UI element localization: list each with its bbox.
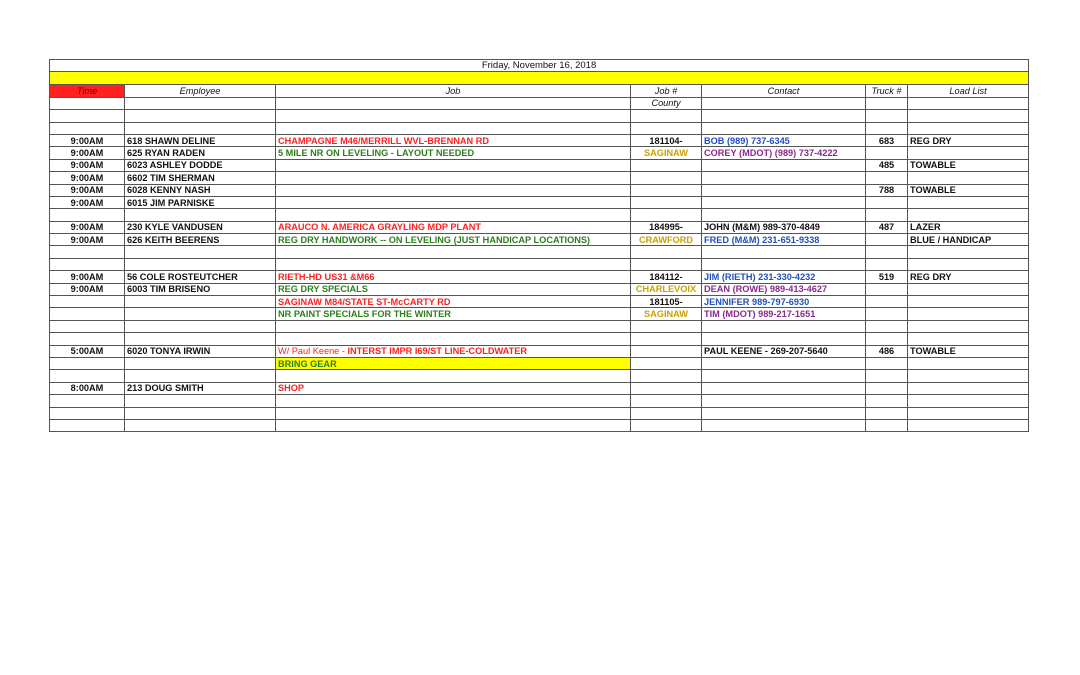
cell-employee [125, 370, 276, 382]
cell-jobnum [631, 370, 702, 382]
cell-employee: 6602 TIM SHERMAN [125, 172, 276, 184]
table-row [50, 296, 1029, 308]
table-row [50, 122, 1029, 134]
table-row [50, 308, 1029, 320]
cell-employee: 6015 JIM PARNISKE [125, 196, 276, 208]
cell-employee [125, 296, 276, 308]
cell-jobnum [631, 357, 702, 369]
cell-load [908, 122, 1029, 134]
cell-load: REG DRY [908, 271, 1029, 283]
cell-time [50, 320, 125, 332]
cell-load [908, 333, 1029, 345]
cell-job: CHAMPAGNE M46/MERRILL WVL-BRENNAN RD [276, 134, 631, 146]
cell-truck: 788 [866, 184, 908, 196]
cell-load [908, 172, 1029, 184]
page-title: Friday, November 16, 2018 [50, 60, 1029, 72]
cell-time: 9:00AM [50, 134, 125, 146]
cell-contact: PAUL KEENE - 269-207-5640 [702, 345, 866, 357]
cell-jobnum [631, 246, 702, 258]
cell-load [908, 320, 1029, 332]
cell-job [276, 122, 631, 134]
cell-job [276, 258, 631, 270]
cell-truck [866, 320, 908, 332]
cell-jobnum: 184112- [631, 271, 702, 283]
cell-truck [866, 395, 908, 407]
cell-jobnum [631, 258, 702, 270]
cell-jobnum [631, 320, 702, 332]
cell-load [908, 357, 1029, 369]
cell-time: 5:00AM [50, 345, 125, 357]
cell-jobnum [631, 196, 702, 208]
cell-jobnum [631, 345, 702, 357]
cell-contact [702, 246, 866, 258]
cell-job [276, 172, 631, 184]
cell-job [276, 159, 631, 171]
cell-job [276, 246, 631, 258]
cell-contact [702, 159, 866, 171]
cell-jobnum [631, 184, 702, 196]
cell-load: BLUE / HANDICAP [908, 234, 1029, 246]
cell-truck [866, 419, 908, 431]
header-truck: Truck # [866, 85, 908, 97]
cell-load [908, 209, 1029, 221]
cell-employee: 6003 TIM BRISENO [125, 283, 276, 295]
cell-jobnum [631, 419, 702, 431]
table-row [50, 419, 1029, 431]
table-row [50, 246, 1029, 258]
cell-time: 9:00AM [50, 283, 125, 295]
cell-job [276, 407, 631, 419]
cell-employee: 6023 ASHLEY DODDE [125, 159, 276, 171]
cell-jobnum: 181104- [631, 134, 702, 146]
cell-job: SHOP [276, 382, 631, 394]
cell-contact [702, 196, 866, 208]
cell-truck: 486 [866, 345, 908, 357]
cell-employee [125, 209, 276, 221]
cell-job: ARAUCO N. AMERICA GRAYLING MDP PLANT [276, 221, 631, 233]
cell-contact [702, 320, 866, 332]
cell-time: 9:00AM [50, 172, 125, 184]
cell-job [276, 345, 631, 357]
cell-contact [702, 110, 866, 122]
title-row [50, 60, 1029, 72]
cell-contact: FRED (M&M) 231-651-9338 [702, 234, 866, 246]
cell-contact [702, 370, 866, 382]
cell-contact [702, 209, 866, 221]
cell-load: TOWABLE [908, 345, 1029, 357]
cell-truck [866, 333, 908, 345]
cell-jobnum [631, 122, 702, 134]
cell-job [276, 395, 631, 407]
cell-employee: 56 COLE ROSTEUTCHER [125, 271, 276, 283]
cell-job: 5 MILE NR ON LEVELING - LAYOUT NEEDED [276, 147, 631, 159]
cell-time: 9:00AM [50, 184, 125, 196]
cell-employee: 230 KYLE VANDUSEN [125, 221, 276, 233]
table-row [50, 258, 1029, 270]
cell-employee [125, 308, 276, 320]
cell-jobnum: CHARLEVOIX [631, 283, 702, 295]
cell-jobnum [631, 159, 702, 171]
cell-time: 8:00AM [50, 382, 125, 394]
cell-job: NR PAINT SPECIALS FOR THE WINTER [276, 308, 631, 320]
cell-contact: JENNIFER 989-797-6930 [702, 296, 866, 308]
cell-time: 9:00AM [50, 147, 125, 159]
cell-time [50, 395, 125, 407]
cell-load: REG DRY [908, 134, 1029, 146]
schedule-table [49, 59, 1029, 432]
cell-time: 9:00AM [50, 221, 125, 233]
cell-contact: BOB (989) 737-6345 [702, 134, 866, 146]
cell-load [908, 258, 1029, 270]
cell-jobnum: CRAWFORD [631, 234, 702, 246]
highlight-bar [50, 72, 1029, 85]
cell-employee [125, 122, 276, 134]
cell-job [276, 209, 631, 221]
cell-time [50, 357, 125, 369]
cell-contact [702, 382, 866, 394]
table-row [50, 196, 1029, 208]
cell-truck [866, 196, 908, 208]
cell-contact: DEAN (ROWE) 989-413-4627 [702, 283, 866, 295]
cell-employee [125, 246, 276, 258]
table-row [50, 407, 1029, 419]
cell-job [276, 320, 631, 332]
cell-load [908, 395, 1029, 407]
cell-time [50, 209, 125, 221]
cell-contact [702, 395, 866, 407]
cell-time [50, 419, 125, 431]
cell-jobnum: SAGINAW [631, 147, 702, 159]
header-employee: Employee [125, 85, 276, 97]
table-row [50, 345, 1029, 357]
cell-job [276, 196, 631, 208]
cell-employee [125, 320, 276, 332]
header-load: Load List [908, 85, 1029, 97]
table-row [50, 147, 1029, 159]
cell-truck [866, 370, 908, 382]
cell-employee: 625 RYAN RADEN [125, 147, 276, 159]
cell-load: LAZER [908, 221, 1029, 233]
cell-job: REG DRY SPECIALS [276, 283, 631, 295]
cell-job [276, 184, 631, 196]
cell-load [908, 196, 1029, 208]
cell-truck [866, 122, 908, 134]
cell-jobnum [631, 209, 702, 221]
cell-truck [866, 308, 908, 320]
cell-contact: JOHN (M&M) 989-370-4849 [702, 221, 866, 233]
cell-time: 9:00AM [50, 196, 125, 208]
job-prefix: W/ Paul Keene - [278, 346, 348, 357]
table-row [50, 172, 1029, 184]
cell-load [908, 407, 1029, 419]
cell-contact [702, 184, 866, 196]
cell-jobnum [631, 333, 702, 345]
cell-employee [125, 110, 276, 122]
cell-truck: 683 [866, 134, 908, 146]
cell-jobnum [631, 110, 702, 122]
header-jobnum: Job # [631, 85, 702, 97]
cell-load [908, 246, 1029, 258]
cell-time [50, 258, 125, 270]
header-row-2 [50, 97, 1029, 109]
cell-truck [866, 110, 908, 122]
cell-contact: TIM (MDOT) 989-217-1651 [702, 308, 866, 320]
cell-truck: 487 [866, 221, 908, 233]
cell-jobnum [631, 382, 702, 394]
cell-load [908, 296, 1029, 308]
cell-truck [866, 246, 908, 258]
header-county: County [631, 97, 702, 109]
header-time: Time [50, 85, 125, 97]
cell-jobnum: SAGINAW [631, 308, 702, 320]
table-row [50, 333, 1029, 345]
cell-jobnum: 184995- [631, 221, 702, 233]
table-row [50, 209, 1029, 221]
cell-employee: 213 DOUG SMITH [125, 382, 276, 394]
cell-employee [125, 357, 276, 369]
cell-employee: 618 SHAWN DELINE [125, 134, 276, 146]
cell-employee: 626 KEITH BEERENS [125, 234, 276, 246]
table-row [50, 221, 1029, 233]
cell-jobnum [631, 172, 702, 184]
cell-time [50, 308, 125, 320]
cell-employee: 6028 KENNY NASH [125, 184, 276, 196]
cell-time [50, 122, 125, 134]
cell-truck [866, 407, 908, 419]
cell-employee [125, 407, 276, 419]
cell-time [50, 246, 125, 258]
cell-contact [702, 407, 866, 419]
cell-truck [866, 147, 908, 159]
cell-truck [866, 209, 908, 221]
cell-contact: JIM (RIETH) 231-330-4232 [702, 271, 866, 283]
cell-load [908, 419, 1029, 431]
cell-load [908, 283, 1029, 295]
cell-load [908, 370, 1029, 382]
table-row [50, 395, 1029, 407]
cell-job [276, 419, 631, 431]
cell-time [50, 110, 125, 122]
cell-time [50, 407, 125, 419]
cell-time [50, 370, 125, 382]
cell-time: 9:00AM [50, 159, 125, 171]
cell-truck [866, 357, 908, 369]
cell-contact: COREY (MDOT) (989) 737-4222 [702, 147, 866, 159]
table-row [50, 357, 1029, 369]
cell-contact [702, 419, 866, 431]
cell-employee: 6020 TONYA IRWIN [125, 345, 276, 357]
table-row [50, 370, 1029, 382]
cell-employee [125, 258, 276, 270]
cell-contact [702, 172, 866, 184]
cell-truck [866, 258, 908, 270]
cell-contact [702, 333, 866, 345]
cell-truck: 485 [866, 159, 908, 171]
table-row [50, 110, 1029, 122]
header-contact: Contact [702, 85, 866, 97]
cell-truck [866, 172, 908, 184]
cell-employee [125, 333, 276, 345]
header-job: Job [276, 85, 631, 97]
cell-load [908, 308, 1029, 320]
cell-employee [125, 395, 276, 407]
schedule-sheet [49, 59, 1029, 432]
cell-truck [866, 382, 908, 394]
cell-truck: 519 [866, 271, 908, 283]
cell-jobnum [631, 395, 702, 407]
cell-time [50, 333, 125, 345]
table-row [50, 320, 1029, 332]
cell-employee [125, 419, 276, 431]
header-row [50, 85, 1029, 97]
cell-truck [866, 234, 908, 246]
cell-jobnum: 181105- [631, 296, 702, 308]
cell-job [276, 370, 631, 382]
cell-time: 9:00AM [50, 234, 125, 246]
job-text: INTERST IMPR I69/ST LINE-COLDWATER [347, 346, 527, 357]
table-row [50, 382, 1029, 394]
table-row [50, 159, 1029, 171]
table-row [50, 271, 1029, 283]
table-row [50, 134, 1029, 146]
cell-jobnum [631, 407, 702, 419]
cell-load [908, 147, 1029, 159]
cell-job: BRING GEAR [276, 357, 631, 369]
table-row [50, 234, 1029, 246]
cell-load [908, 110, 1029, 122]
table-row [50, 184, 1029, 196]
cell-contact [702, 357, 866, 369]
table-row [50, 283, 1029, 295]
cell-time: 9:00AM [50, 271, 125, 283]
cell-contact [702, 258, 866, 270]
cell-job: REG DRY HANDWORK -- ON LEVELING (JUST HANDICAP LOCATIONS) [276, 234, 631, 246]
cell-job [276, 333, 631, 345]
cell-load [908, 382, 1029, 394]
cell-truck [866, 283, 908, 295]
cell-job [276, 110, 631, 122]
cell-time [50, 296, 125, 308]
cell-job: SAGINAW M84/STATE ST-McCARTY RD [276, 296, 631, 308]
cell-contact [702, 122, 866, 134]
cell-truck [866, 296, 908, 308]
cell-load: TOWABLE [908, 184, 1029, 196]
cell-load: TOWABLE [908, 159, 1029, 171]
cell-job: RIETH-HD US31 &M66 [276, 271, 631, 283]
